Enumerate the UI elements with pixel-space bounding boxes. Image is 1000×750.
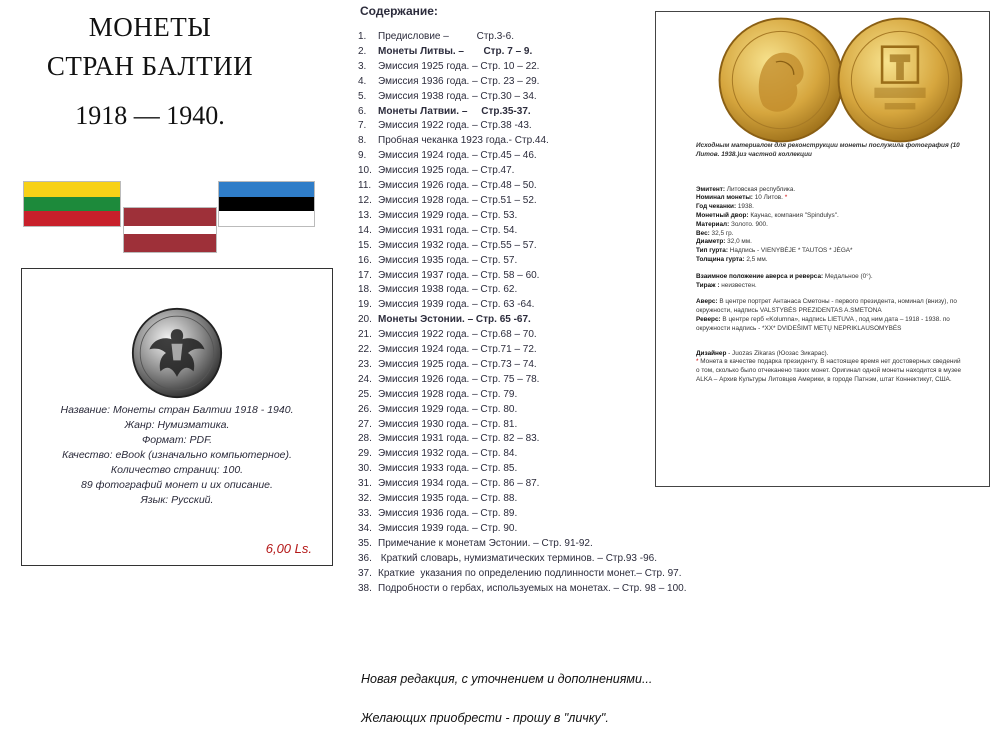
book-info-box: [21, 268, 333, 566]
toc-item-text: Эмиссия 1935 года. – Стр. 88.: [378, 493, 518, 505]
toc-item-text: Пробная чеканка 1923 года.- Стр.44.: [378, 135, 549, 147]
title-line-2: СТРАН БАЛТИИ: [46, 51, 254, 81]
toc-item-text: Эмиссия 1937 года. – Стр. 58 – 60.: [378, 269, 540, 281]
toc-item-text: Эмиссия 1934 года. – Стр. 86 – 87.: [378, 478, 540, 490]
toc-item-text: Эмиссия 1932 года. – Стр. 84.: [378, 448, 518, 460]
flag-stripe: [124, 208, 216, 226]
toc-item: [358, 492, 708, 507]
coin-field: Вес: 32,5 гр.: [696, 229, 734, 237]
book-info-lines: [22, 403, 332, 508]
toc-item-number: 30.: [358, 463, 372, 475]
toc-item-number: 5.: [358, 90, 367, 102]
toc-item-number: 25.: [358, 388, 372, 400]
toc-item-text: Эмиссия 1933 года. – Стр. 85.: [378, 463, 518, 475]
toc-item-text: Примечание к монетам Эстонии. – Стр. 91-92.: [378, 537, 593, 549]
toc-item-text: Эмиссия 1929 года. – Стр. 80.: [378, 403, 518, 415]
toc-item-text: Монеты Эстонии. – Стр. 65 -67.: [378, 314, 531, 326]
coin-reverse-image: [836, 16, 964, 144]
coin-designer: Дизайнер - Juozas Zikaras (Юозас Зикарас).: [696, 349, 829, 357]
toc-item-number: 18.: [358, 284, 372, 296]
flag-stripe: [219, 211, 314, 226]
flag-stripe: [24, 211, 120, 226]
toc-item-number: 21.: [358, 329, 372, 341]
toc-item-text: Эмиссия 1936 года. – Стр. 89.: [378, 508, 518, 519]
info-line: Язык: Русский.: [140, 494, 214, 506]
toc-item-text: Краткие указания по определению подлинности монет.– Стр. 97.: [378, 567, 682, 579]
toc-item-text: Эмиссия 1924 года. – Стр.71 – 72.: [378, 344, 537, 356]
toc-item-text: Подробности о гербах, используемых на монетах. – Стр. 98 – 100.: [378, 582, 687, 594]
toc-item-text: Эмиссия 1935 года. – Стр. 57.: [378, 254, 518, 266]
toc-item-text: Эмиссия 1925 года. – Стр.47.: [378, 165, 515, 177]
coin-field: Тип гурта: Надпись - VIENYBĖJE * TAUTOS * JĖGA*: [696, 247, 853, 255]
toc-item-text: Эмиссия 1931 года. – Стр. 82 – 83.: [378, 433, 540, 445]
toc-item-number: 16.: [358, 254, 372, 266]
toc-item: [358, 567, 708, 582]
toc-item-text: Эмиссия 1922 года. – Стр.68 – 70.: [378, 329, 537, 341]
purchase-note: Желающих приобрести - прошу в "личку".: [361, 711, 609, 725]
toc-item-text: Эмиссия 1932 года. – Стр.55 – 57.: [378, 239, 537, 251]
flag-stripe: [124, 226, 216, 235]
toc-item: [358, 507, 708, 522]
flag-stripe: [24, 182, 120, 197]
flag-stripe: [219, 197, 314, 212]
toc-item-text: Эмиссия 1936 года. – Стр. 23 – 29.: [378, 75, 540, 87]
flag-stripe: [24, 197, 120, 212]
toc-item-number: 11.: [358, 180, 372, 192]
toc-item-number: 9.: [358, 150, 367, 162]
toc-item-text: Эмиссия 1925 года. – Стр.73 – 74.: [378, 358, 537, 370]
flag-stripe: [219, 182, 314, 197]
coin-field: Номинал монеты: 10 Литов. *: [696, 194, 788, 202]
toc-item-number: 13.: [358, 209, 372, 221]
toc-item-number: 14.: [358, 224, 372, 236]
toc-item-number: 24.: [358, 373, 372, 385]
toc-item-number: 33.: [358, 508, 372, 519]
toc-item-number: 17.: [358, 269, 372, 281]
toc-item-number: 19.: [358, 299, 372, 311]
toc-item-text: Монеты Латвии. – Стр.35-37.: [378, 105, 531, 117]
toc-item-number: 36.: [358, 552, 372, 564]
info-line: Формат: PDF.: [141, 434, 213, 446]
toc-item-text: Эмиссия 1929 года. – Стр. 53.: [378, 209, 518, 221]
toc-item-number: 35.: [358, 537, 372, 549]
toc-item-number: 3.: [358, 60, 367, 72]
toc-item-number: 2.: [358, 45, 367, 57]
coin-field: Диаметр: 32,0 мм.: [696, 238, 752, 246]
toc-item-number: 31.: [358, 478, 372, 490]
toc-item-number: 20.: [358, 314, 372, 326]
toc-item-number: 10.: [358, 165, 372, 177]
info-line: Жанр: Нумизматика.: [124, 419, 230, 431]
coin-field: Толщина гурта: 2,5 мм.: [696, 255, 768, 263]
coin-fields: [696, 186, 964, 265]
toc-item-text: Эмиссия 1925 года. – Стр. 10 – 22.: [378, 60, 540, 72]
toc-item-text: Эмиссия 1926 года. – Стр. 75 – 78.: [378, 373, 540, 385]
coin-position: Взаимное положение аверса и реверса: Медальное (0°).: [696, 272, 873, 280]
toc-item: [358, 522, 708, 537]
price-label: 6,00 Ls.: [265, 541, 312, 556]
toc-item-number: 28.: [358, 433, 372, 445]
coin-mintage: Тираж : неизвестен.: [696, 281, 757, 289]
book-title: [30, 8, 270, 136]
coin-field: Эмитент: Литовская республика.: [696, 185, 796, 193]
coin-footnote: * Монета в качестве подарка президенту. В настоящее время нет достоверных сведений о том, сколько было отчеканено таких монет. Оригинал одной монеты находится в музее ALKA – Архив Культуры Литовцев Америки, в городе Патнэм, штат Коннектикут, США.: [696, 358, 962, 383]
coin-description-card: [655, 11, 990, 487]
toc-item-text: Эмиссия 1924 года. – Стр.45 – 46.: [378, 150, 537, 162]
title-line-1: МОНЕТЫ: [88, 12, 212, 42]
toc-heading: Содержание:: [360, 4, 438, 18]
toc-item-text: Эмиссия 1930 года. – Стр. 81.: [378, 418, 518, 430]
coin-field: Материал: Золото. 900.: [696, 220, 768, 228]
coin-description-text: [696, 142, 964, 385]
toc-item-number: 22.: [358, 344, 372, 356]
source-note: Исходным материалом для реконструкции монеты послужила фотография (10 Литов. 1938.)из частной коллекции: [696, 142, 960, 158]
eagle-coin-image: [131, 307, 223, 399]
toc-item-number: 27.: [358, 418, 372, 430]
toc-item-number: 26.: [358, 403, 372, 415]
edition-note: Новая редакция, с уточнением и дополнениями...: [361, 672, 653, 686]
toc-item-number: 1.: [358, 31, 367, 42]
coin-field: Монетный двор: Каунас, компания "Spindulys".: [696, 211, 839, 219]
toc-item-number: 6.: [358, 105, 367, 117]
toc-item-text: Эмиссия 1939 года. – Стр. 63 -64.: [378, 299, 535, 311]
toc-item-number: 4.: [358, 75, 367, 87]
toc-item-text: Предисловие – Стр.3-6.: [378, 31, 514, 42]
toc-item: [358, 552, 708, 567]
toc-item: [358, 582, 708, 597]
info-line: Количество страниц: 100.: [110, 464, 244, 476]
toc-item-text: Эмиссия 1939 года. – Стр. 90.: [378, 522, 518, 534]
title-years: 1918 — 1940.: [75, 101, 225, 130]
info-line: Название: Монеты стран Балтии 1918 - 1940.: [60, 404, 294, 416]
toc-item-number: 23.: [358, 358, 372, 370]
toc-item-text: Краткий словарь, нумизматических терминов. – Стр.93 -96.: [378, 552, 657, 564]
toc-item-text: Эмиссия 1928 года. – Стр. 79.: [378, 388, 518, 400]
toc-item-text: Эмиссия 1926 года. – Стр.48 – 50.: [378, 180, 537, 192]
coin-avers: Аверс: В центре портрет Антанаса Сметоны - первого президента, номинал (внизу), по окружности, надпись VALSTYBĖS PREZIDENTAS A.SMETONA: [696, 298, 957, 315]
lithuania-flag: [23, 181, 121, 227]
estonia-flag: [218, 181, 315, 227]
toc-item-text: Монеты Литвы. – Стр. 7 – 9.: [378, 45, 533, 57]
toc-item-number: 8.: [358, 135, 367, 147]
toc-item-number: 37.: [358, 567, 372, 579]
toc-item-text: Эмиссия 1928 года. – Стр.51 – 52.: [378, 194, 537, 206]
info-line: Качество: eBook (изначально компьютерное).: [62, 449, 292, 461]
coin-obverse-image: [717, 16, 845, 144]
toc-item-text: Эмиссия 1931 года. – Стр. 54.: [378, 224, 518, 236]
toc-item-number: 29.: [358, 448, 372, 460]
toc-item-number: 7.: [358, 120, 367, 132]
toc-item: [358, 537, 708, 552]
latvia-flag: [123, 207, 217, 253]
toc-item-number: 32.: [358, 493, 372, 505]
toc-item-number: 38.: [358, 582, 372, 594]
flag-stripe: [124, 234, 216, 252]
info-line: 89 фотографий монет и их описание.: [81, 479, 273, 491]
toc-item-text: Эмиссия 1922 года. – Стр.38 -43.: [378, 120, 532, 132]
coin-revers: Реверс: В центре герб «Kolumna», надпись LIETUVA , под ним дата – 1918 - 1938. по окружности надпись - *XX* DVIDEŠIMT METŲ NEPRIKLAUSOMYBĖS: [696, 315, 950, 332]
toc-item-number: 12.: [358, 194, 372, 206]
toc-item-number: 15.: [358, 239, 372, 251]
coin-field: Год чеканки: 1938.: [696, 203, 754, 211]
toc-item-number: 34.: [358, 522, 372, 534]
toc-item-text: Эмиссия 1938 года. – Стр.30 – 34.: [378, 90, 537, 102]
toc-item-text: Эмиссия 1938 года. – Стр. 62.: [378, 284, 518, 296]
